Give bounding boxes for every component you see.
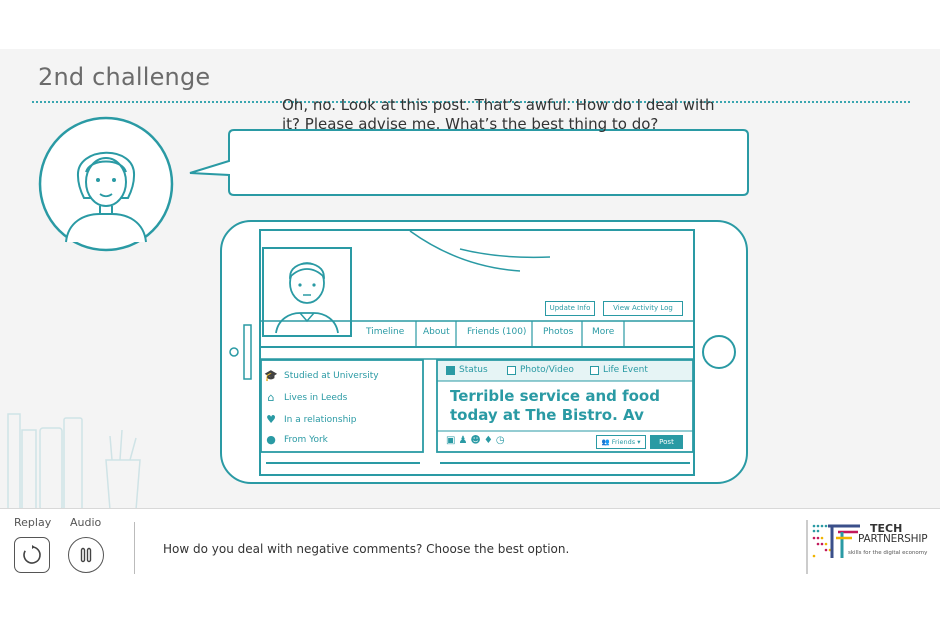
composer-tab-label: Photo/Video <box>520 365 574 375</box>
tag-person-icon[interactable]: ♟ <box>458 435 471 446</box>
tab-more[interactable]: More <box>592 327 615 337</box>
page-title: 2nd challenge <box>38 63 211 91</box>
friends-icon: 👥 <box>601 438 610 446</box>
composer-tab-photo-video[interactable] <box>507 365 574 375</box>
speech-bubble <box>188 127 753 201</box>
update-info-button[interactable]: Update Info <box>545 301 595 316</box>
about-item-label: Studied at University <box>284 370 379 381</box>
about-item-label: From York <box>284 434 328 445</box>
speech-bubble-text: Oh, no. Look at this post. That’s awful. How do I deal with it? Please advise me. What’s the best thing to do? <box>282 96 715 133</box>
composer-tab-status[interactable] <box>446 365 488 375</box>
about-item-home <box>264 391 347 404</box>
smiley-icon[interactable]: ☻ <box>470 435 484 446</box>
tab-friends[interactable]: Friends (100) <box>467 327 527 337</box>
clock-icon[interactable]: ◷ <box>495 435 508 446</box>
post-text[interactable]: Terrible service and food today at The Bistro. Av <box>450 387 660 424</box>
home-icon: ⌂ <box>267 391 275 404</box>
view-activity-log-button[interactable]: View Activity Log <box>603 301 683 316</box>
about-item-label: Lives in Leeds <box>284 392 348 403</box>
replay-label: Replay <box>14 516 52 529</box>
graduation-cap-icon: 🎓 <box>264 369 278 382</box>
tab-timeline[interactable]: Timeline <box>366 327 405 337</box>
camera-icon[interactable]: ▣ <box>446 435 459 446</box>
logo-line-tech: TECH <box>870 522 903 535</box>
map-pin-icon: ● <box>266 433 276 446</box>
audience-label: Friends <box>611 438 636 446</box>
flag-icon <box>590 366 599 375</box>
post-button[interactable]: Post <box>650 435 683 449</box>
controls-divider <box>134 522 135 574</box>
logo-tagline: skills for the digital economy <box>848 550 928 556</box>
replay-icon <box>21 544 43 566</box>
about-item-label: In a relationship <box>284 414 357 425</box>
tab-about[interactable]: About <box>423 327 450 337</box>
audio-label: Audio <box>70 516 102 529</box>
about-item-hometown <box>264 433 328 446</box>
tab-photos[interactable]: Photos <box>543 327 574 337</box>
pause-icon <box>75 544 97 566</box>
heart-icon: ♥ <box>266 413 276 426</box>
composer-tab-label: Status <box>459 365 488 375</box>
about-item-relationship <box>264 413 357 426</box>
audience-selector[interactable] <box>596 435 646 449</box>
bottom-bar-divider <box>0 508 940 509</box>
photo-icon <box>507 366 516 375</box>
tech-partnership-logo <box>806 518 940 576</box>
about-item-education <box>264 369 379 382</box>
composer-tab-label: Life Event <box>603 365 648 375</box>
location-icon[interactable]: ♦ <box>483 435 496 446</box>
books-decoration-icon <box>0 394 160 514</box>
dropdown-arrow-icon: ▾ <box>637 438 641 446</box>
replay-button[interactable] <box>14 537 50 573</box>
logo-line-partnership: PARTNERSHIP <box>858 533 928 545</box>
composer-icons <box>446 435 508 446</box>
composer-tab-life-event[interactable] <box>590 365 648 375</box>
question-text: How do you deal with negative comments? Choose the best option. <box>163 542 570 556</box>
pencil-icon <box>446 366 455 375</box>
woman-avatar-icon <box>38 116 174 252</box>
audio-pause-button[interactable] <box>68 537 104 573</box>
